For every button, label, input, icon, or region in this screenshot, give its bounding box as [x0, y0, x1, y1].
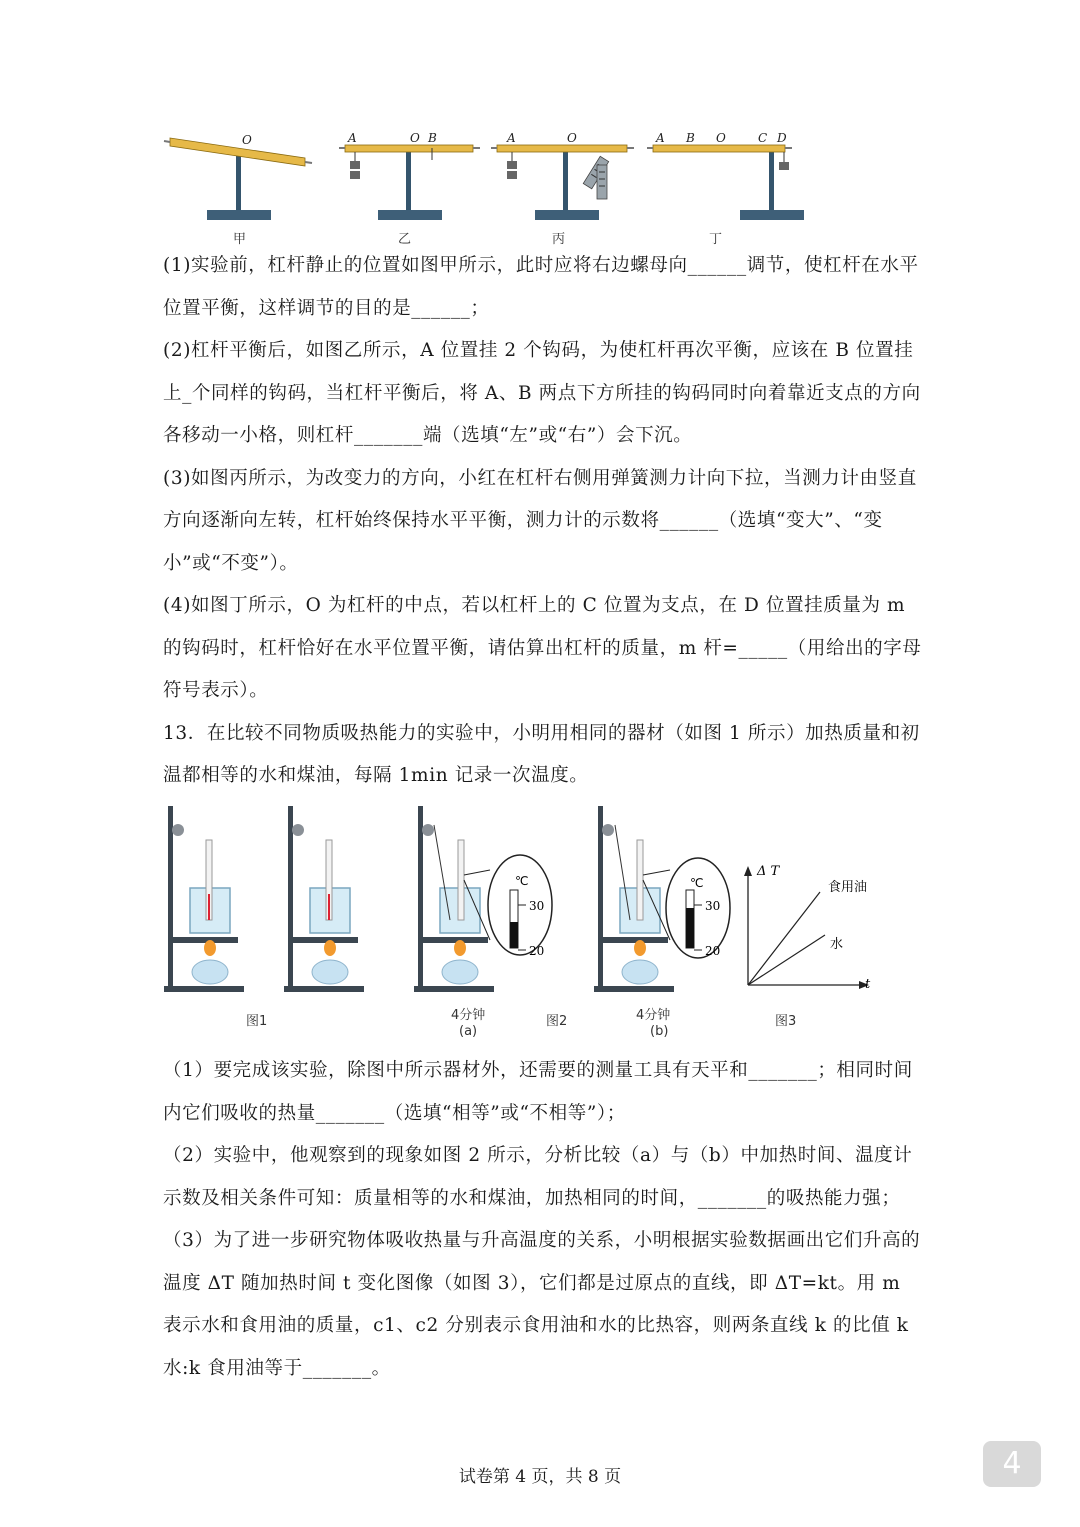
heating-figures — [160, 800, 900, 1000]
label-O: O — [410, 131, 420, 145]
label-O: O — [716, 131, 726, 145]
tick-b-20: 20 — [705, 944, 721, 958]
caption-yi: 乙 — [398, 232, 412, 247]
label-O: O — [242, 133, 252, 147]
q12-part-2: (2)杠杆平衡后，如图乙所示，A 位置挂 2 个钩码，为使杠杆再次平衡，应该在 B 位置挂上_个同样的钩码，当杠杆平衡后，将 A、B 两点下方所挂的钩码同时向着靠近支点的方向各移动一小格，则杠杆_______端（选填“左”或“右”）会下沉。 — [163, 340, 921, 446]
q13-part-3: （3）为了进一步研究物体吸收热量与升高温度的关系，小明根据实验数据画出它们升高的温度 ΔT 随加热时间 t 变化图像（如图 3），它们都是过原点的直线，即 ΔT=kt。用 m 表示水和食用油的质量，c1、c2 分别表示食用油和水的比热容，则两条直线 k 的比值 k 水:k 食用油等于_______。 — [163, 1230, 921, 1379]
caption-sub-b: (b) — [650, 1024, 669, 1039]
lever-fig-jia — [164, 133, 312, 220]
caption-ding: 丁 — [709, 232, 723, 247]
q12-part-4: (4)如图丁所示，O 为杠杆的中点，若以杠杆上的 C 位置为支点，在 D 位置挂质量为 m 的钩码时，杠杆恰好在水平位置平衡，请估算出杠杆的质量，m 杆=_____（用给出的字母符号表示）。 — [163, 595, 922, 701]
unit-b: ℃ — [690, 876, 704, 890]
caption-fig1: 图1 — [246, 1014, 268, 1029]
line-oil — [748, 892, 820, 985]
page-number-badge: 4 — [983, 1441, 1041, 1487]
label-B: B — [428, 131, 437, 145]
label-O: O — [567, 131, 577, 145]
caption-fig2: 图2 — [546, 1014, 568, 1029]
stand-fig1 — [164, 806, 244, 992]
label-A: A — [348, 131, 357, 145]
graph-x-label: t — [865, 977, 871, 992]
stand-fig1-b — [284, 806, 364, 992]
tick-a-20: 20 — [529, 944, 545, 958]
q13-part-2: （2）实验中，他观察到的现象如图 2 所示，分析比较（a）与（b）中加热时间、温度计示数及相关条件可知：质量相等的水和煤油，加热相同的时间，_______的吸热能力强； — [163, 1145, 913, 1209]
caption-time-a: 4分钟 — [451, 1008, 486, 1023]
lever-fig-bing — [491, 131, 634, 220]
caption-jia: 甲 — [233, 232, 247, 247]
lever-fig-ding — [647, 131, 804, 220]
label-A: A — [507, 131, 516, 145]
caption-fig3: 图3 — [775, 1014, 797, 1029]
label-A: A — [656, 131, 665, 145]
graph-line2-label: 水 — [830, 937, 844, 952]
label-C: C — [758, 131, 768, 145]
unit-a: ℃ — [515, 874, 529, 888]
caption-sub-a: (a) — [459, 1024, 478, 1039]
stand-fig2b — [594, 806, 730, 992]
lever-fig-yi — [339, 131, 480, 220]
tick-b-30: 30 — [705, 899, 721, 913]
question-13-intro: 13．在比较不同物质吸热能力的实验中，小明用相同的器材（如图 1 所示）加热质量和初温都相等的水和煤油，每隔 1min 记录一次温度。 — [163, 722, 920, 786]
tick-a-30: 30 — [529, 899, 545, 913]
line-water — [748, 935, 825, 985]
graph-line1-label: 食用油 — [828, 880, 868, 895]
caption-time-b: 4分钟 — [636, 1008, 671, 1023]
stand-fig2a — [414, 806, 552, 992]
delta-t-graph — [744, 864, 871, 992]
q12-part-3: (3)如图丙所示，为改变力的方向，小红在杠杆右侧用弹簧测力计向下拉，当测力计由竖直方向逐渐向左转，杠杆始终保持水平平衡，测力计的示数将______（选填“变大”、“变小”或“不变”）。 — [163, 467, 917, 574]
lever-figures — [160, 128, 820, 243]
q12-part-1: (1)实验前，杠杆静止的位置如图甲所示，此时应将右边螺母向______调节，使杠杆在水平位置平衡，这样调节的目的是______； — [163, 255, 919, 319]
label-B: B — [686, 131, 695, 145]
graph-y-label: Δ T — [757, 864, 780, 879]
label-D: D — [777, 131, 787, 145]
question-12-parts — [163, 245, 923, 798]
q13-part-1: （1）要完成该实验，除图中所示器材外，还需要的测量工具有天平和_______；相同时间内它们吸收的热量_______（选填“相等”或“不相等”）； — [163, 1060, 913, 1124]
caption-bing: 丙 — [552, 232, 566, 247]
question-13-parts — [163, 1050, 923, 1390]
page-footer: 试卷第 4 页，共 8 页 — [458, 1467, 622, 1487]
